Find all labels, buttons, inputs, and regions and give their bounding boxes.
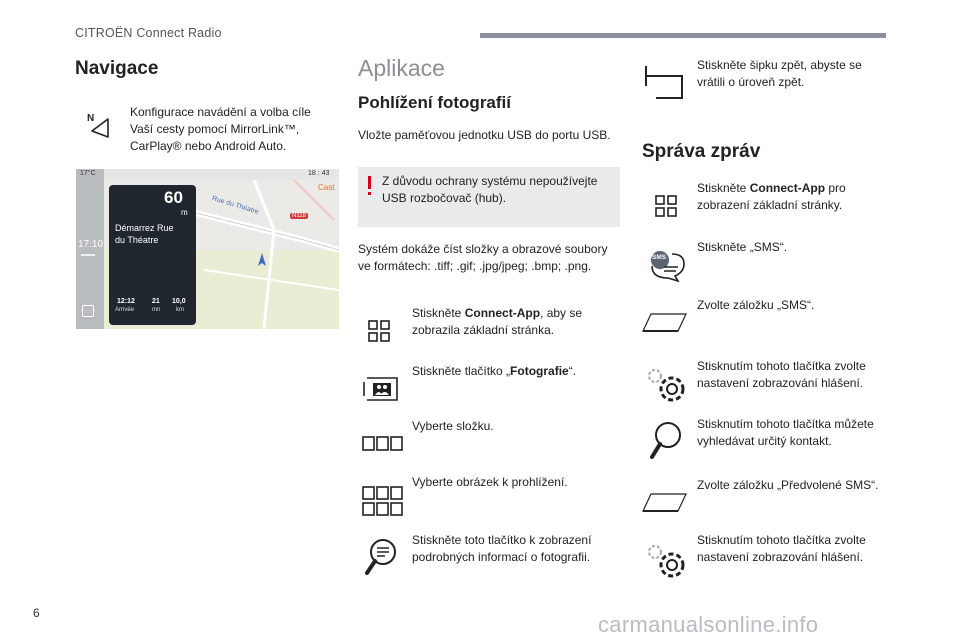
text-line: Konfigurace navádění a volba cíle [130, 105, 311, 119]
header-bar [480, 33, 886, 38]
navigace-heading: Navigace [75, 58, 159, 79]
screen-road-badge: N118 [292, 213, 306, 219]
screen-distance-unit: m [181, 208, 188, 217]
warning-exclamation-dot [368, 192, 371, 195]
screen-temperature: 17°C [80, 170, 96, 177]
usb-intro: Vložte paměťovou jednotku USB do portu USB. [358, 128, 611, 142]
message-step-7: Stisknutím tohoto tlačítka zvolte nastavení zobrazování hlášení. [697, 533, 866, 564]
photo-info-magnifier-icon [364, 537, 398, 579]
screen-minutes-label: mn [152, 307, 161, 313]
screen-clock: 18 : 43 [308, 170, 330, 177]
navigace-description [130, 104, 311, 155]
sms-badge-text: SMS [652, 254, 667, 261]
tab-icon [642, 312, 688, 332]
screen-guidance-card [109, 185, 196, 325]
screen-arrival-time: 12:12 [117, 298, 135, 305]
navigation-arrow-icon [86, 111, 112, 141]
aplikace-heading: Aplikace [358, 55, 445, 81]
settings-gear-icon [645, 540, 687, 580]
connect-app-icon [368, 320, 390, 342]
screen-km: 10,0 [172, 298, 186, 305]
warning-text [382, 173, 597, 207]
tab-icon [642, 492, 688, 512]
screen-instruction-1: Démarrez Rue [115, 223, 174, 233]
photo-step-4: Vyberte obrázek k prohlížení. [412, 475, 568, 489]
navigation-screen-image [76, 169, 339, 329]
message-step-2: Stiskněte „SMS“. [697, 240, 788, 254]
screen-home-icon [82, 305, 94, 317]
text-line: ve formátech: .tiff; .gif; .jpg/jpeg; .bmp; .png. [358, 259, 592, 273]
message-step-4: Stisknutím tohoto tlačítka zvolte nastavení zobrazování hlášení. [697, 359, 866, 390]
connect-app-icon [655, 195, 677, 217]
screen-arrival-label: Arrivée [115, 307, 135, 313]
photos-icon [363, 374, 399, 402]
text-line: Z důvodu ochrany systému nepoužívejte [382, 174, 598, 188]
photo-step-2: Stiskněte tlačítko „Fotografie“. [412, 364, 577, 378]
svg-text:N: N [87, 113, 95, 124]
screen-minutes: 21 [152, 298, 160, 305]
text-line: USB rozbočovač (hub). [382, 191, 507, 205]
text-line: Vaší cesty pomocí MirrorLink™, [130, 122, 300, 136]
back-text: Stiskněte šipku zpět, abyste se vrátili o úroveň zpět. [697, 58, 862, 89]
page-number: 6 [33, 606, 40, 620]
message-step-5: Stisknutím tohoto tlačítka můžete vyhledávat určitý kontakt. [697, 417, 874, 448]
message-step-3: Zvolte záložku „SMS“. [697, 298, 815, 312]
screen-side-dots [81, 254, 95, 256]
screen-side-time: 17:10 [78, 239, 104, 250]
warning-exclamation-icon [368, 176, 371, 189]
header-title: CITROËN Connect Radio [75, 26, 222, 40]
search-icon [648, 420, 684, 462]
text-line: Systém dokáže číst složky a obrazové soubory [358, 242, 608, 256]
message-step-6: Zvolte záložku „Předvolené SMS“. [697, 478, 879, 492]
settings-gear-icon [645, 364, 687, 404]
screen-place-label: Cast [318, 183, 335, 192]
messages-heading: Správa zpráv [642, 141, 761, 162]
screen-status-bar [104, 169, 339, 180]
back-arrow-icon [644, 64, 686, 102]
photos-subheading: Pohlížení fotografií [358, 93, 511, 112]
text-line: CarPlay® nebo Android Auto. [130, 139, 287, 153]
screen-instruction-2: du Théatre [115, 235, 159, 245]
folders-icon [362, 436, 404, 452]
screen-street-label: Rue du Théatre [211, 195, 260, 216]
formats-text [358, 241, 607, 275]
photo-step-1: Stiskněte Connect-App, aby se zobrazila základní stránka. [412, 306, 583, 337]
image-grid-icon [362, 486, 404, 516]
photo-step-3: Vyberte složku. [412, 419, 494, 433]
watermark: carmanualsonline.info [598, 612, 819, 637]
screen-km-label: km [176, 307, 184, 313]
screen-distance: 60 [164, 188, 183, 207]
photo-step-5: Stiskněte toto tlačítko k zobrazení podrobných informací o fotografii. [412, 533, 592, 564]
message-step-1: Stiskněte Connect-App pro zobrazení základní stránky. [697, 181, 846, 212]
